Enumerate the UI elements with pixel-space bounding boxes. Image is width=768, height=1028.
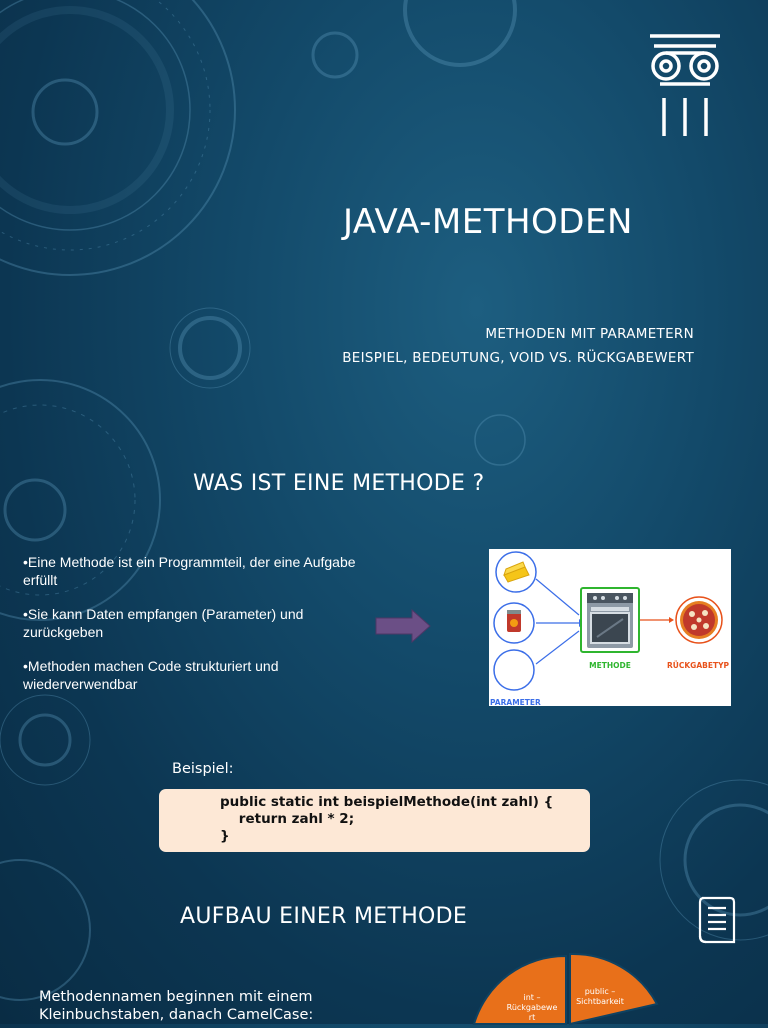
bullet-item: •Sie kann Daten empfangen (Parameter) und zurückgeben — [23, 606, 304, 640]
pillar-icon — [646, 32, 724, 140]
naming-text-line-2: Kleinbuchstaben, danach CamelCase: — [39, 1007, 314, 1023]
subtitle-line-2: BEISPIEL, BEDEUTUNG, VOID VS. RÜCKGABEWERT — [342, 350, 694, 366]
parameter-circle-empty — [494, 650, 534, 690]
naming-text — [39, 988, 313, 1024]
chart-segment-label: Sichtbarkeit — [576, 997, 624, 1006]
arrow-icon — [374, 608, 432, 644]
naming-text-line-1: Methodennamen beginnen mit einem — [39, 989, 313, 1005]
code-line: public static int beispielMethode(int zahl) { — [220, 794, 554, 810]
subtitle-line-1: METHODEN MIT PARAMETERN — [485, 326, 694, 342]
chart-segment-label: rt — [528, 1013, 536, 1022]
bullet-item: •Methoden machen Code strukturiert und wiederverwendbar — [23, 658, 279, 692]
example-label: Beispiel: — [172, 761, 234, 777]
chart-segment-label: Rückgabewe — [506, 1003, 558, 1012]
document-icon — [696, 894, 738, 946]
method-diagram — [489, 549, 731, 706]
pizza-icon — [680, 601, 718, 639]
section-heading-what-is-method: WAS IST EINE METHODE ? — [193, 471, 485, 496]
code-line: return zahl * 2; — [220, 811, 355, 827]
chart-segment-label: public – — [584, 987, 616, 996]
chart-segment-return-type — [474, 956, 566, 1024]
bullet-item: •Eine Methode ist ein Programmteil, der eine Aufgabe erfüllt — [23, 554, 356, 588]
slide-subtitle — [342, 322, 694, 370]
code-block — [159, 789, 590, 852]
bullet-list — [23, 553, 383, 709]
section-heading-method-structure: AUFBAU EINER METHODE — [180, 904, 468, 929]
method-structure-chart — [460, 948, 670, 1028]
return-label: RÜCKGABETYP — [667, 661, 730, 670]
sauce-jar-icon — [507, 610, 521, 632]
parameter-label: PARAMETER — [490, 698, 541, 706]
chart-segment-label: int – — [523, 993, 541, 1002]
slide-title: JAVA-METHODEN — [343, 202, 633, 242]
oven-icon — [587, 593, 633, 648]
method-label: METHODE — [589, 661, 631, 670]
code-line: } — [220, 828, 230, 844]
